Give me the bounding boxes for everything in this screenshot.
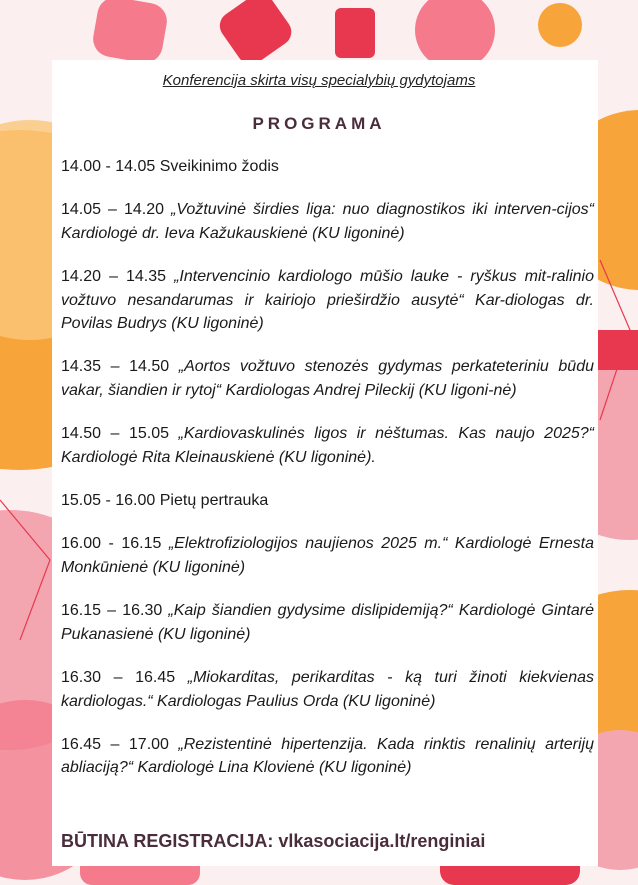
program-text: „Miokarditas, perikarditas - ką turi žinoti kiekvienas kardiologas.“ Kardiologas Paulius Orda (KU ligoninė) <box>61 669 594 710</box>
program-time: 16.45 – 17.00 <box>61 735 169 753</box>
program-text: „Kardiovaskulinės ligos ir nėštumas. Kas naujo 2025?“ Kardiologė Rita Kleinauskienė (KU ligoninė). <box>61 425 594 466</box>
program-text: „Intervencinio kardiologo mūšio lauke - ryškus mit-ralinio vožtuvo nesandarumas ir kairiojo prieširdžio ausytė“ Kar-diologas dr. Povilas Budrys (KU ligoninė) <box>61 268 595 333</box>
program-item <box>61 532 594 579</box>
program-text: „Kaip šiandien gydysime dislipidemiją?“ Kardiologė Gintarė Pukanasienė (KU ligoninė) <box>61 602 594 643</box>
program-time: 15.05 - 16.00 <box>61 492 156 510</box>
program-item <box>61 355 594 402</box>
program-time: 14.00 - 14.05 <box>61 158 156 175</box>
program-text: „Elektrofiziologijos naujienos 2025 m.“ Kardiologė Ernesta Monkūnienė (KU ligoninė) <box>61 535 594 576</box>
program-item <box>61 198 594 245</box>
program-time: 14.50 – 15.05 <box>61 425 169 443</box>
program-time: 16.30 – 16.45 <box>61 669 176 687</box>
program-item <box>61 733 594 780</box>
program-time: 16.15 – 16.30 <box>61 602 163 620</box>
program-item <box>61 666 594 713</box>
program-time: 14.05 – 14.20 <box>61 201 164 219</box>
program-title: PROGRAMA <box>252 114 386 133</box>
program-text: „Vožtuvinė širdies liga: nuo diagnostikos iki interven-cijos“ Kardiologė dr. Ieva Kažukauskienė (KU ligoninė) <box>61 201 594 242</box>
program-item <box>61 599 594 646</box>
registration-notice: BŪTINA REGISTRACIJA: vlkasociacija.lt/renginiai <box>61 831 486 851</box>
program-text: Sveikinimo žodis <box>159 158 279 175</box>
program-schedule <box>61 155 594 800</box>
program-text: Pietų pertrauka <box>159 492 269 510</box>
program-text: „Aortos vožtuvo stenozės gydymas perkateteriniu būdu vakar, šiandien ir rytoj“ Kardiologas Andrej Pileckij (KU ligoni-nė) <box>61 358 594 399</box>
program-item <box>61 489 594 512</box>
program-item <box>61 422 594 469</box>
conference-subtitle: Konferencija skirta visų specialybių gydytojams <box>162 72 476 89</box>
program-text: „Rezistentinė hipertenzija. Kada rinktis renalinių arterijų abliaciją?“ Kardiologė Lina Klovienė (KU ligoninė) <box>61 735 594 777</box>
program-time: 14.35 – 14.50 <box>61 358 170 376</box>
program-item <box>61 155 594 178</box>
program-time: 16.00 - 16.15 <box>61 535 162 553</box>
program-item <box>61 265 594 335</box>
program-time: 14.20 – 14.35 <box>61 268 167 286</box>
